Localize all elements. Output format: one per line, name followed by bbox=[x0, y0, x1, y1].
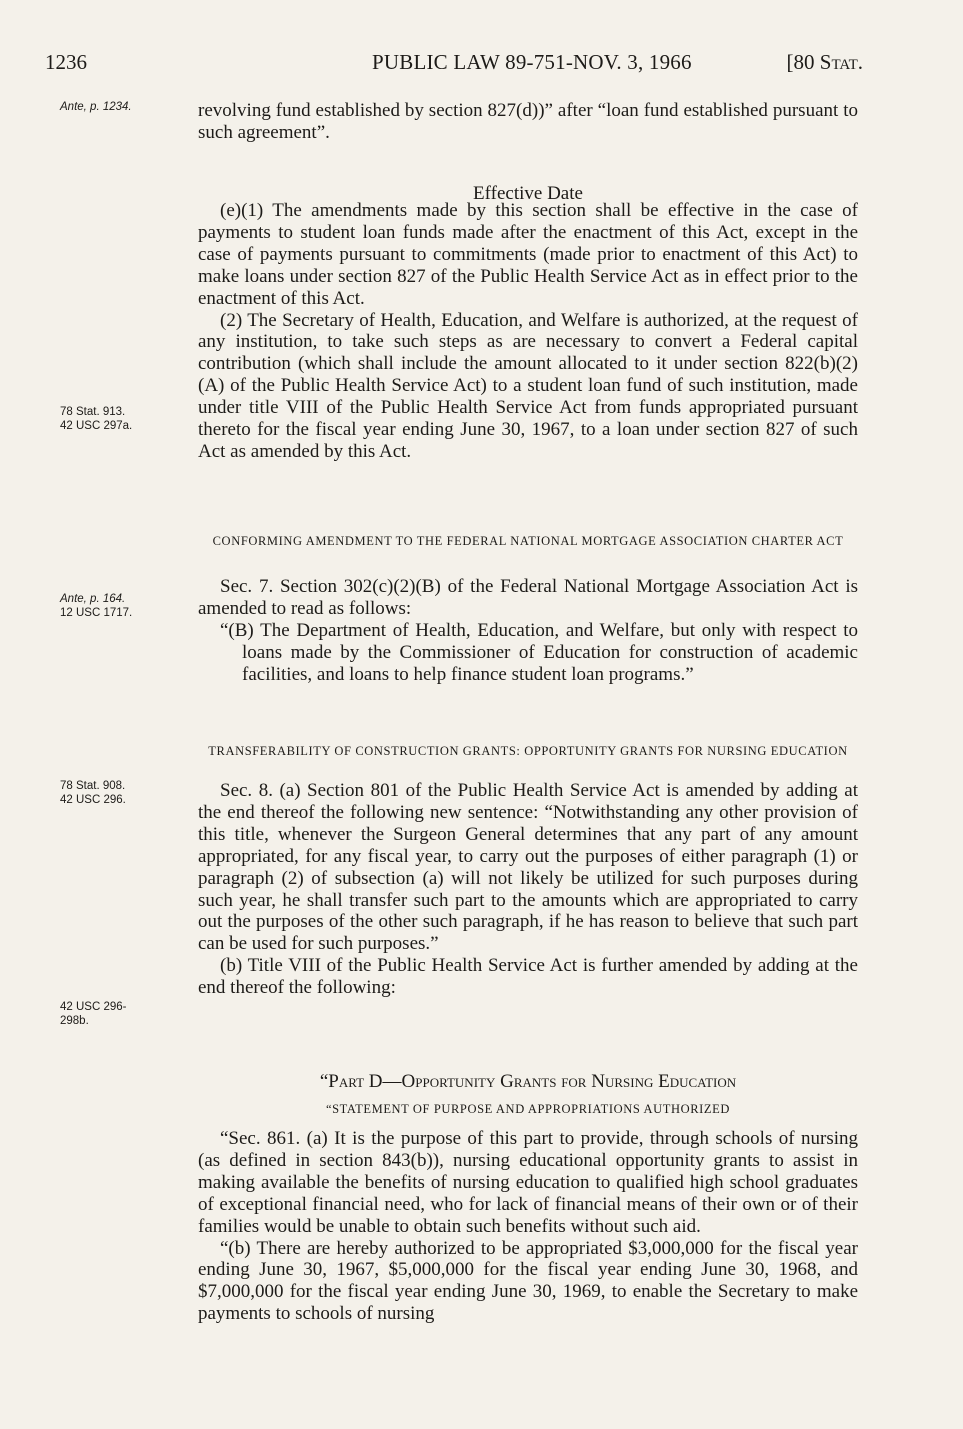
body-block-4 bbox=[198, 520, 858, 562]
paragraph: (e)(1) The amendments made by this section shall be effective in the case of payments to student loan funds made after the enactment of this Act, except in the case of payments pursuant to commitments (made prior to enactment of this Act) to make loans under section 827 of the Public Health Service Act as in effect prior to the enactment of this Act. bbox=[198, 200, 858, 309]
section-heading: CONFORMING AMENDMENT TO THE FEDERAL NATIONAL MORTGAGE ASSOCIATION CHARTER ACT bbox=[212, 533, 844, 548]
margin-note: 42 USC 297a. bbox=[60, 420, 133, 432]
paragraph: (b) Title VIII of the Public Health Service Act is further amended by adding at the end thereof the following: bbox=[198, 955, 858, 999]
quoted-paragraph: “(B) The Department of Health, Education, and Welfare, but only with respect to loans made by the Commissioner of Education for construction of academic facilities, and loans to help finance student loan programs.” bbox=[220, 619, 858, 685]
page-number: 1236 bbox=[45, 50, 87, 74]
body-block-5 bbox=[198, 576, 858, 686]
margin-note: 42 USC 296- bbox=[60, 1001, 127, 1013]
paragraph: revolving fund established by section 827(d))” after “loan fund established pursuant to such agreement”. bbox=[198, 100, 858, 143]
body-block-10 bbox=[198, 1128, 858, 1325]
paragraph: (2) The Secretary of Health, Education, and Welfare is authorized, at the request of any institution, to take such steps as are necessary to convert a Federal capital contribution (which shall include the amount allocated to it under section 822(b)(2)(A) of the Public Health Service Act) to a student loan fund of such institution, made under title VIII of the Public Health Service Act from funds appropriated pursuant thereto for the fiscal year ending June 30, 1967, to a loan under section 827 of such Act as amended by this Act. bbox=[198, 309, 858, 462]
margin-note: 78 Stat. 913. bbox=[60, 406, 126, 418]
margin-note: Ante, p. 1234. bbox=[60, 101, 132, 113]
body-block-1 bbox=[198, 100, 858, 144]
body-block-7 bbox=[198, 780, 858, 999]
page-header bbox=[45, 50, 863, 80]
section-heading: “STATEMENT OF PURPOSE AND APPROPRIATIONS AUTHORIZED bbox=[325, 1101, 731, 1116]
margin-note: Ante, p. 164. bbox=[60, 593, 126, 605]
margin-note: 12 USC 1717. bbox=[60, 607, 133, 619]
part-heading: “Part D—Opportunity Grants for Nursing Education bbox=[319, 1071, 737, 1092]
margin-note: 42 USC 296. bbox=[60, 794, 126, 806]
paragraph: “(b) There are hereby authorized to be appropriated $3,000,000 for the fiscal year ending June 30, 1967, $5,000,000 for the fiscal year ending June 30, 1968, and $7,000,000 for the fiscal year ending June 30, 1969, to enable the Secretary to make payments to schools of nursing bbox=[198, 1237, 858, 1325]
body-block-6 bbox=[198, 730, 858, 772]
body-block-3 bbox=[198, 200, 858, 463]
section-heading: Effective Date bbox=[473, 183, 583, 204]
section-heading: TRANSFERABILITY OF CONSTRUCTION GRANTS: OPPORTUNITY GRANTS FOR NURSING EDUCATION bbox=[208, 743, 848, 758]
margin-note: 78 Stat. 908. bbox=[60, 780, 126, 792]
paragraph: Sec. 8. (a) Section 801 of the Public Health Service Act is amended by adding at the end thereof the following new sentence: “Notwithstanding any other provision of this title, whenever the Surgeon General determines that any part of any amount appropriated, for any fiscal year, to carry out the purposes of either paragraph (1) or paragraph (2) of subsection (a) will not likely be utilized for such purposes during such year, he shall transfer such part to the amounts which are appropriated to carry out the purposes of the other such paragraph, if he has reason to believe that such part can be used for such purposes.” bbox=[198, 780, 858, 955]
paragraph: Sec. 7. Section 302(c)(2)(B) of the Federal National Mortgage Association Act is amended to read as follows: bbox=[198, 576, 858, 619]
running-title: PUBLIC LAW 89-751-NOV. 3, 1966 bbox=[372, 50, 692, 74]
paragraph: “Sec. 861. (a) It is the purpose of this part to provide, through schools of nursing (as defined in section 843(b)), nursing educational opportunity grants to assist in making available the benefits of nursing education to qualified high school graduates of exceptional financial need, who for lack of financial means of their own or of their families would be unable to obtain such benefits without such aid. bbox=[198, 1128, 858, 1237]
body-block-9 bbox=[198, 1088, 858, 1130]
margin-note: 298b. bbox=[60, 1015, 89, 1027]
stat-reference: [80 Stat. bbox=[786, 50, 863, 74]
